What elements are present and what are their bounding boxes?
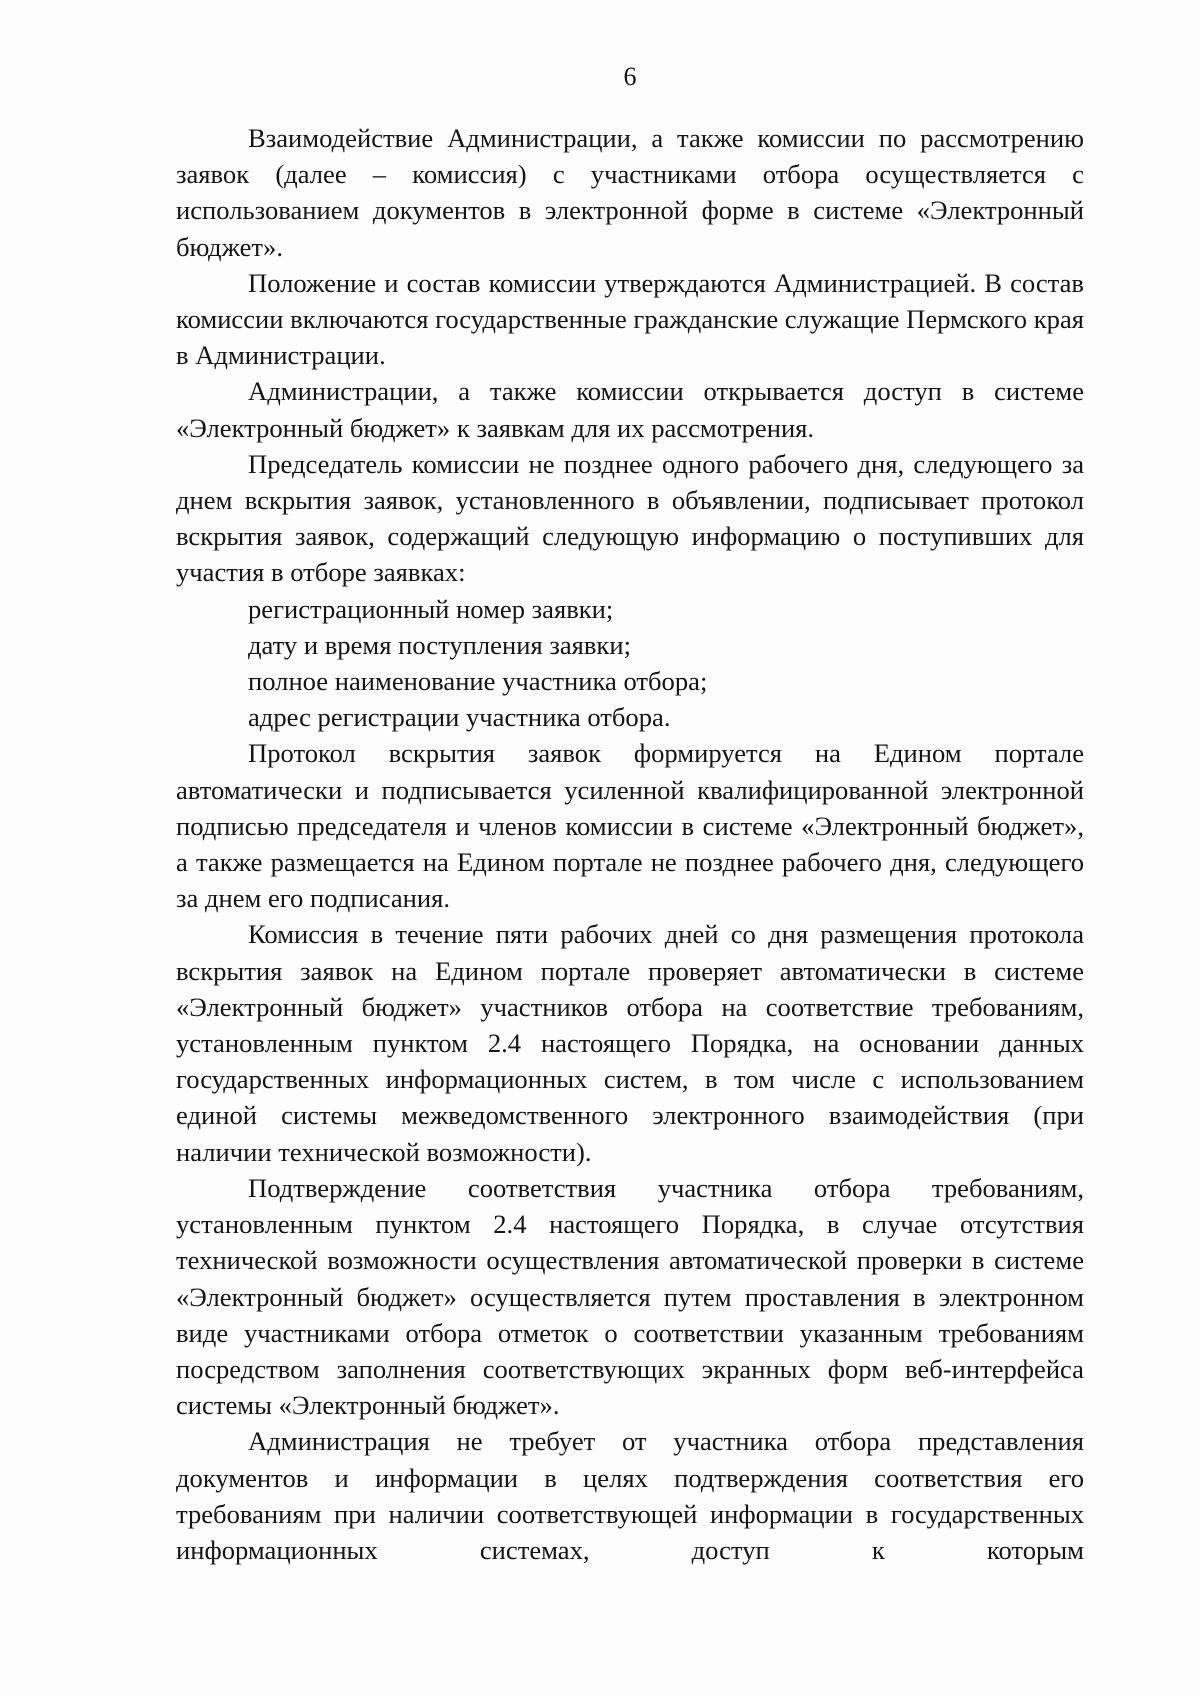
paragraph-access: Администрации, а также комиссии открывается доступ в системе «Электронный бюджет» к заявкам для их рассмотрения. xyxy=(176,376,1084,443)
page-number: 6 xyxy=(623,62,637,91)
paragraph-chairman-protocol: Председатель комиссии не позднее одного рабочего дня, следующего за днем вскрытия заявок, установленного в объявлении, подписывает протокол вскрытия заявок, содержащий следующую информацию о поступивших для участия в отборе заявках: xyxy=(176,448,1084,588)
list-item-registration-number: регистрационный номер заявки; xyxy=(248,593,614,624)
paragraph-commission-composition: Положение и состав комиссии утверждаются Администрацией. В состав комиссии включаются государственные гражданские служащие Пермского края в Администрации. xyxy=(176,267,1084,371)
paragraph-protocol-formation: Протокол вскрытия заявок формируется на Едином портале автоматически и подписывается усиленной квалифицированной электронной подписью председателя и членов комиссии в системе «Электронный бюджет», а также размещается на Едином портале не позднее рабочего дня, следующего за днем его подписания. xyxy=(176,738,1084,914)
list-item-full-name: полное наименование участника отбора; xyxy=(248,666,708,697)
paragraph-interaction: Взаимодействие Администрации, а также комиссии по рассмотрению заявок (далее – комиссия) с участниками отбора осуществляется с использованием документов в электронной форме в системе «Электронный бюджет». xyxy=(176,123,1084,262)
paragraph-administration-requirements: Администрация не требует от участника отбора представления документов и информации в целях подтверждения соответствия его требованиям при наличии соответствующей информации в государственных информационных системах, доступ к которым xyxy=(176,1426,1084,1565)
list-item-registration-address: адрес регистрации участника отбора. xyxy=(248,702,671,733)
list-item-date-time: дату и время поступления заявки; xyxy=(248,629,631,660)
document-body xyxy=(176,120,1084,1568)
paragraph-commission-check: Комиссия в течение пяти рабочих дней со дня размещения протокола вскрытия заявок на Едином портале проверяет автоматически в системе «Электронный бюджет» участников отбора на соответствие требованиям, установленным пунктом 2.4 настоящего Порядка, на основании данных государственных информационных систем, в том числе с использованием единой системы межведомственного электронного взаимодействия (при наличии технической возможности). xyxy=(176,919,1084,1167)
paragraph-confirmation: Подтверждение соответствия участника отбора требованиям, установленным пунктом 2.4 настоящего Порядка, в случае отсутствия технической возможности осуществления автоматической проверки в системе «Электронный бюджет» осуществляется путем проставления в электронном виде участниками отбора отметок о соответствии указанным требованиям посредством заполнения соответствующих экранных форм веб-интерфейса системы «Электронный бюджет». xyxy=(176,1172,1084,1421)
